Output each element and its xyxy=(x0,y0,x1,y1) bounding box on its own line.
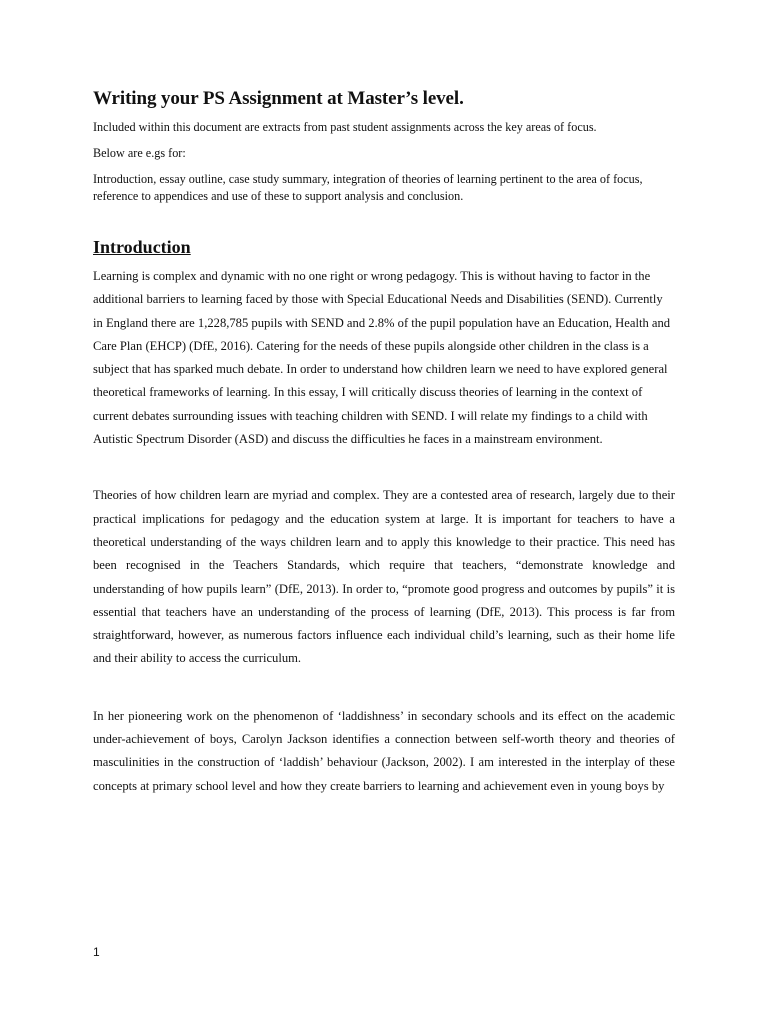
body-paragraph: Learning is complex and dynamic with no one right or wrong pedagogy. This is without having to factor in the additional barriers to learning faced by those with Special Educational Needs and Disabilities (SEND). Currently in England there are 1,228,785 pupils with SEND and 2.8% of the pupil population have an Education, Health and Care Plan (EHCP) (DfE, 2016). Catering for the needs of these pupils alongside other children in the class is a subject that has sparked much debate. In order to understand how children learn we need to have explored general theoretical frameworks of learning. In this essay, I will critically discuss theories of learning in the context of current debates surrounding issues with teaching children with SEND. I will relate my findings to a child with Autistic Spectrum Disorder (ASD) and discuss the difficulties he faces in a mainstream environment. xyxy=(93,269,671,447)
paragraph-spacer xyxy=(93,671,675,705)
essay-body xyxy=(93,265,675,798)
document-content xyxy=(93,88,675,798)
body-paragraph: In her pioneering work on the phenomenon of ‘laddishness’ in secondary schools and its effect on the academic under-achievement of boys, Carolyn Jackson identifies a connection between self-worth theory and theories of masculinities in the construction of ‘laddish’ behaviour (Jackson, 2002). I am interested in the interplay of these concepts at primary school level and how they create barriers to learning and achievement even in young boys by xyxy=(93,708,675,793)
section-heading-introduction: Introduction xyxy=(93,237,191,257)
document-title: Writing your PS Assignment at Master’s level. xyxy=(93,88,464,109)
intro-block xyxy=(93,119,675,205)
intro-paragraph: Introduction, essay outline, case study summary, integration of theories of learning pertinent to the area of focus, reference to appendices and use of these to support analysis and conclusion. xyxy=(93,172,643,203)
intro-paragraph: Below are e.gs for: xyxy=(93,146,186,160)
body-paragraph: Theories of how children learn are myriad and complex. They are a contested area of research, largely due to their practical implications for pedagogy and the education system at large. It is important for teachers to have a theoretical understanding of the ways children learn and to apply this knowledge to their practice. This need has been recognised in the Teachers Standards, which require that teachers, “demonstrate knowledge and understanding of how pupils learn” (DfE, 2013). In order to, “promote good progress and outcomes by pupils” it is essential that teachers have an understanding of the process of learning (DfE, 2013). This process is far from straightforward, however, as numerous factors influence each individual child’s learning, such as their home life and their ability to access the curriculum. xyxy=(93,488,675,666)
paragraph-spacer xyxy=(93,451,675,484)
intro-paragraph: Included within this document are extracts from past student assignments across the key areas of focus. xyxy=(93,120,597,134)
page-number: 1 xyxy=(93,945,100,959)
